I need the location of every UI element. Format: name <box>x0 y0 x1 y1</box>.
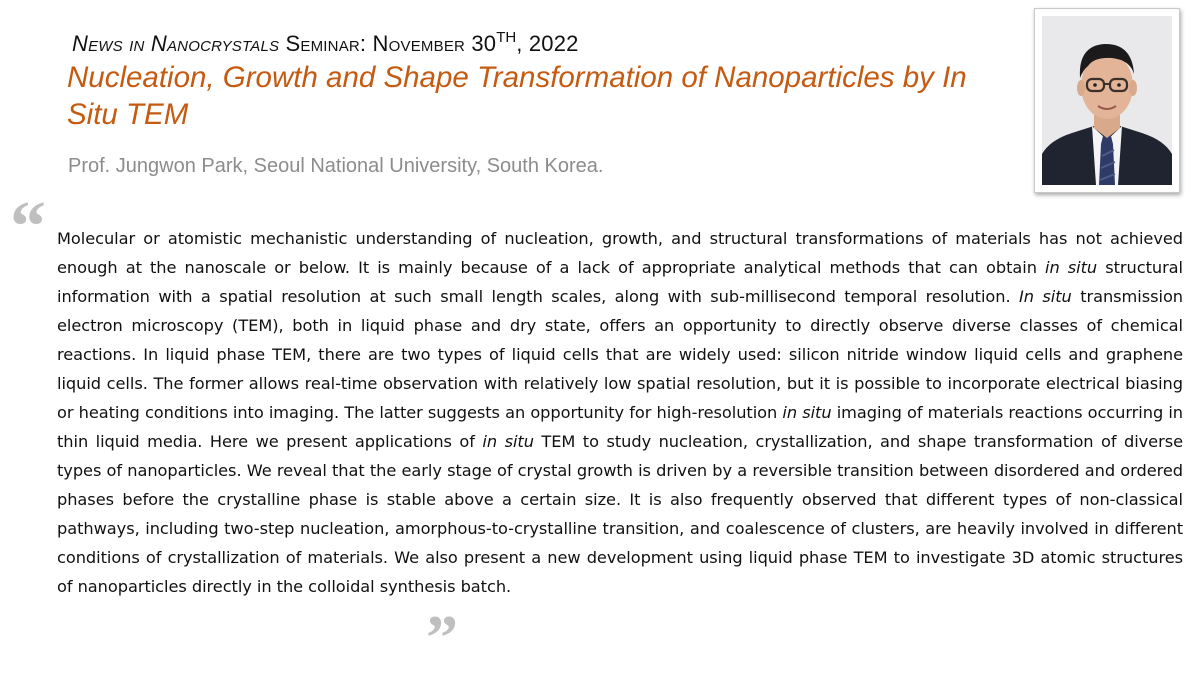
seminar-date-label: Seminar: November 30 <box>279 31 497 56</box>
closing-quote-mark: ” <box>426 602 458 673</box>
date-ordinal-suffix: th <box>496 22 517 47</box>
abstract-italic-term: In situ <box>1019 287 1072 306</box>
abstract-segment: imaging of materials reactions occurring in thin liquid media. Here we present applications of <box>57 403 1183 451</box>
abstract-italic-term: in situ <box>782 403 832 422</box>
abstract-segment: structural information with a spatial resolution at such small length scales, along with sub-millisecond temporal resolution. <box>57 258 1183 306</box>
abstract-segment: transmission electron microscopy (TEM), both in liquid phase and dry state, offers an opportunity to directly observe diverse classes of chemical reactions. In liquid phase TEM, there are two types of liquid cells that are widely used: silicon nitride window liquid cells and graphene liquid cells. The former allows real-time observation with relatively low spatial resolution, but it is possible to incorporate electrical biasing or heating conditions into imaging. The latter suggests an opportunity for high-resolution <box>57 287 1184 422</box>
speaker-photo <box>1034 8 1180 193</box>
speaker-portrait-icon <box>1042 16 1172 185</box>
abstract-segment: TEM to study nucleation, crystallization, and shape transformation of diverse types of nanoparticles. We reveal that the early stage of crystal growth is driven by a reversible transition between disordered and ordered phases before the crystalline phase is stable above a certain size. It is also frequently observed that different types of non-classical pathways, including two-step nucleation, amorphous-to-crystalline transition, and coalescence of clusters, are heavily involved in different conditions of crystallization of materials. We also present a new development using liquid phase TEM to investigate 3D atomic structures of nanoparticles directly in the colloidal synthesis batch. <box>57 432 1183 596</box>
abstract-segment: Molecular or atomistic mechanistic understanding of nucleation, growth, and structural transformations of materials has not achieved enough at the nanoscale or below. It is mainly because of a lack of appropriate analytical methods that can obtain <box>57 229 1183 277</box>
series-name: News in Nanocrystals <box>72 31 280 56</box>
opening-quote-mark: “ <box>10 186 46 266</box>
abstract-text <box>57 224 1183 601</box>
seminar-header <box>72 22 579 57</box>
seminar-year: , 2022 <box>516 31 579 56</box>
abstract-italic-term: in situ <box>482 432 534 451</box>
speaker-affiliation: Prof. Jungwon Park, Seoul National University, South Korea. <box>68 155 604 177</box>
talk-title: Nucleation, Growth and Shape Transformation of Nanoparticles by In Situ TEM <box>67 61 967 131</box>
abstract-italic-term: in situ <box>1045 258 1098 277</box>
